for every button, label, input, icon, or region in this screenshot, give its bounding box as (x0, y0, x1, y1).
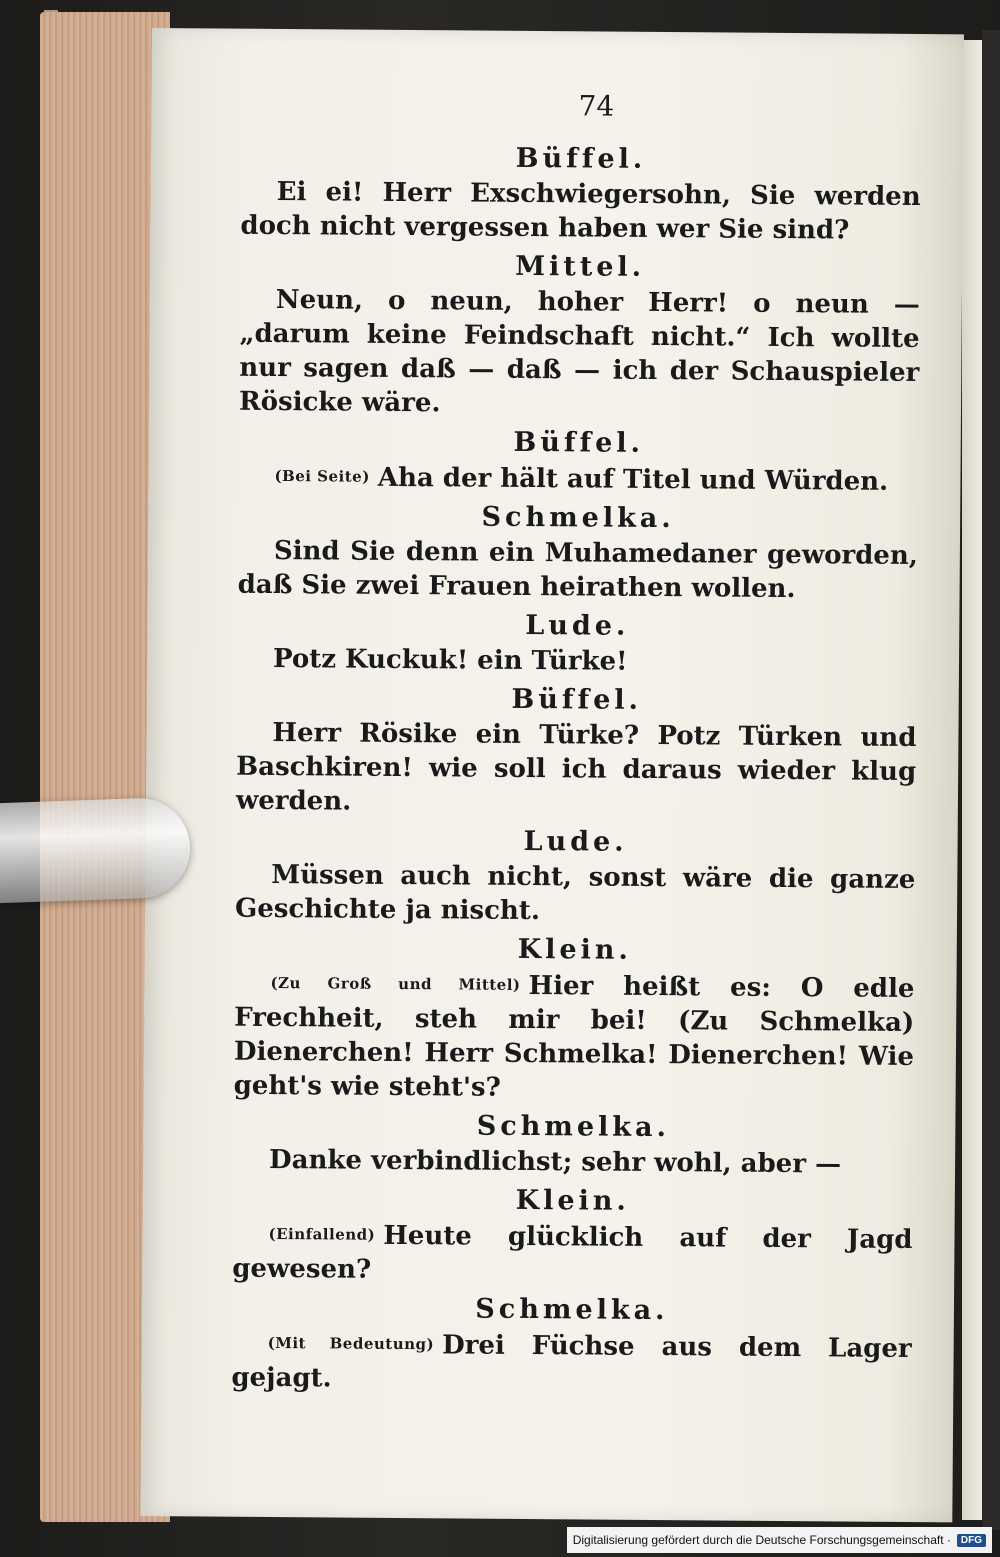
stage-direction: (Mit Bedeutung) (267, 1333, 435, 1354)
speaker-name: Schmelka. (475, 1293, 669, 1327)
footer-credit (567, 1527, 992, 1553)
line-text: Hier heißt es: O edle Frechheit, steh mir bei! (Zu Schmelka) Dienerchen! Herr Schmelka! Dienerchen! Wie geht's wie steht's? (233, 970, 915, 1103)
speaker-name: Büffel. (511, 683, 643, 716)
dialogue-line (234, 966, 915, 1108)
dialogue-line (239, 283, 920, 424)
right-shadow (982, 30, 1000, 1530)
page-text (231, 87, 921, 1404)
line-text: Heute glücklich auf der Jagd gewesen? (232, 1220, 913, 1285)
speaker-name: Lude. (525, 609, 630, 642)
line-text: Herr Rösike ein Türke? Potz Türken und Baschkiren! wie soll ich daraus wieder klug werden. (235, 717, 917, 817)
line-text: Potz Kuckuk! ein Türke! (272, 643, 628, 677)
line-text: Drei Füchse aus dem Lager gejagt. (231, 1330, 912, 1394)
line-text: Danke verbindlichst; sehr wohl, aber — (268, 1144, 842, 1180)
stage-direction: (Zu Groß und Mittel) (270, 973, 521, 994)
speaker-name: Büffel. (513, 426, 645, 459)
next-page-edge (962, 40, 982, 1520)
line-text: Sind Sie denn ein Muhamedaner geworden, daß Sie zwei Frauen heirathen wollen. (237, 535, 918, 605)
speaker-name: Lude. (523, 825, 628, 858)
dialogue-line (240, 175, 921, 248)
line-text: Neun, o neun, hoher Herr! o neun — „darum keine Feindschaft nicht.“ Ich wollte nur sagen daß — daß — ich der Schauspieler Rösicke wäre. (238, 284, 920, 419)
dialogue-line (237, 534, 918, 607)
dfg-logo-icon: DFG (957, 1534, 986, 1547)
line-text: Ei ei! Herr Exschwiegersohn, Sie werden doch nicht vergessen haben wer Sie sind? (240, 176, 921, 246)
line-text: Müssen auch nicht, sonst wäre die ganze Geschichte ja nischt. (234, 859, 916, 927)
speaker-name: Klein. (517, 933, 632, 966)
line-text: Aha der hält auf Titel und Würden. (377, 462, 889, 497)
speaker-name: Schmelka. (476, 1110, 671, 1144)
dialogue-line (236, 716, 917, 823)
dialogue-line (233, 1143, 913, 1182)
stage-direction: (Bei Seite) (274, 466, 370, 486)
page-holder-clip (0, 797, 192, 904)
page-number: 74 (578, 89, 615, 123)
speaker-name: Klein. (515, 1184, 631, 1217)
dialogue-line (237, 642, 917, 681)
speaker-name: Schmelka. (481, 501, 675, 535)
book-page (140, 28, 964, 1522)
dialogue-block (231, 139, 921, 1400)
dialogue-line (238, 459, 918, 499)
dialogue-line (231, 1326, 912, 1400)
dialogue-line (235, 858, 916, 931)
speaker-name: Mittel. (515, 250, 646, 283)
dialogue-line (232, 1217, 913, 1291)
speaker-name: Büffel. (515, 142, 647, 175)
footer-text: Digitalisierung gefördert durch die Deutsche Forschungsgemeinschaft · (572, 1533, 951, 1547)
stage-direction: (Einfallend) (268, 1224, 376, 1244)
